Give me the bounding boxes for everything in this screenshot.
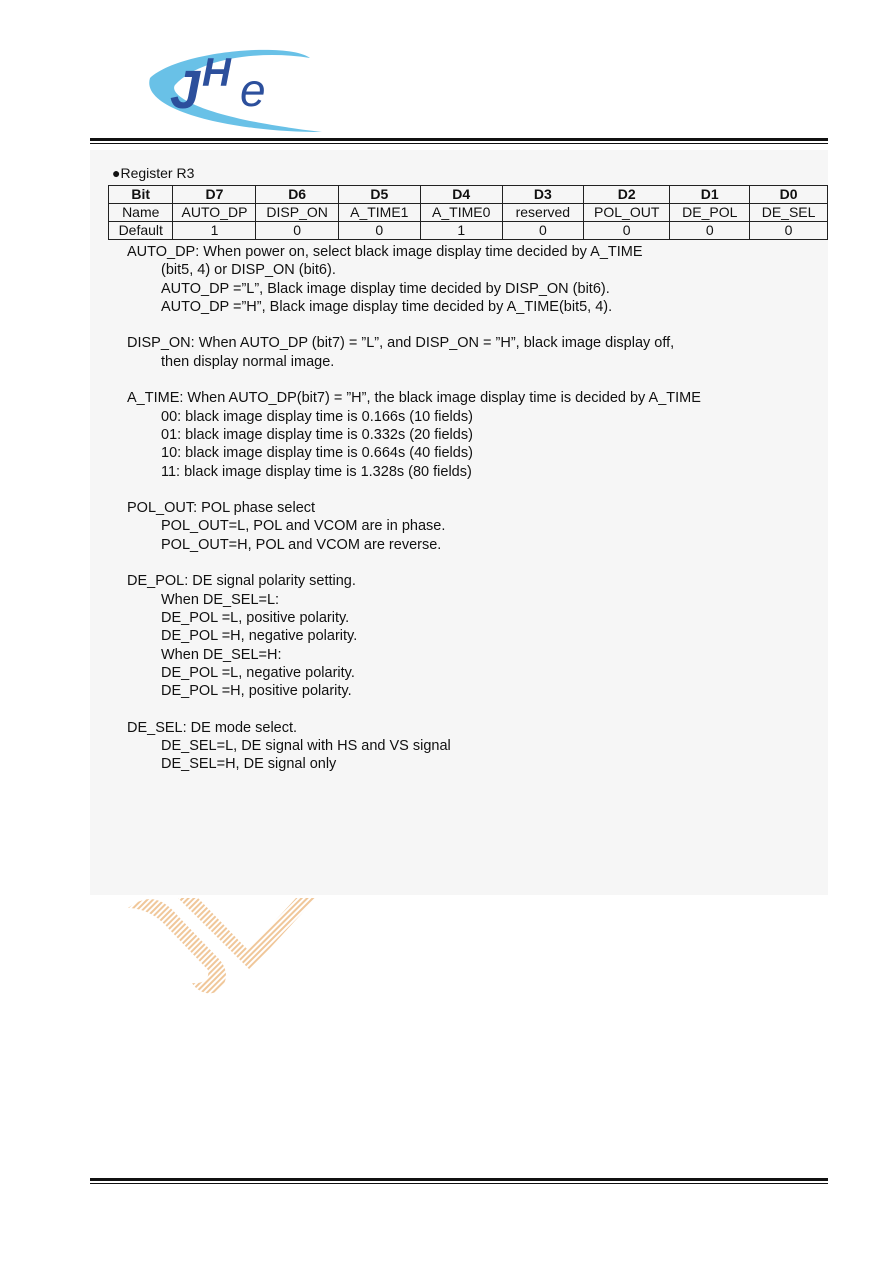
description-line: (bit5, 4) or DISP_ON (bit6). [161, 262, 336, 279]
company-logo [140, 40, 330, 140]
description-line: A_TIME: When AUTO_DP(bit7) = ”H”, the black image display time is decided by A_TIME [127, 390, 701, 407]
description-line: DE_POL =H, positive polarity. [161, 683, 352, 700]
description-line: DE_POL: DE signal polarity setting. [127, 573, 356, 590]
description-line: AUTO_DP =”H”, Black image display time decided by A_TIME(bit5, 4). [161, 298, 613, 315]
table-cell: 0 [584, 222, 670, 240]
description-line: DE_SEL=L, DE signal with HS and VS signal [161, 738, 451, 755]
description-line [127, 481, 817, 499]
svg-text:J: J [170, 60, 201, 120]
description-line [127, 316, 817, 334]
svg-text:H: H [202, 51, 231, 95]
svg-text:e: e [240, 64, 266, 116]
watermark-logo [118, 888, 318, 998]
description-line: When DE_SEL=L: [161, 591, 280, 608]
table-cell: 0 [750, 222, 828, 240]
description-line: POL_OUT=L, POL and VCOM are in phase. [161, 518, 446, 535]
table-cell: DE_SEL [750, 204, 828, 222]
table-cell: POL_OUT [584, 204, 670, 222]
description-line: 01: black image display time is 0.332s (20 fields) [161, 426, 473, 443]
table-cell: D0 [750, 186, 828, 204]
table-row-default [109, 222, 828, 240]
table-cell: A_TIME0 [420, 204, 502, 222]
table-cell: 0 [502, 222, 583, 240]
table-cell: D7 [173, 186, 256, 204]
register-table [108, 185, 828, 240]
table-cell: D2 [584, 186, 670, 204]
table-cell: D1 [670, 186, 750, 204]
description-line: 11: black image display time is 1.328s (80 fields) [161, 463, 472, 480]
description-line: then display normal image. [161, 353, 335, 370]
table-cell: A_TIME1 [338, 204, 420, 222]
table-cell: D6 [256, 186, 338, 204]
description-line: POL_OUT=H, POL and VCOM are reverse. [161, 536, 442, 553]
table-cell: DE_POL [670, 204, 750, 222]
description-line [127, 700, 817, 718]
description-line: DE_POL =L, negative polarity. [161, 664, 355, 681]
description-line: DE_POL =H, negative polarity. [161, 628, 358, 645]
table-cell: Bit [109, 186, 173, 204]
description-line: 10: black image display time is 0.664s (40 fields) [161, 445, 473, 462]
header-rule [90, 138, 828, 144]
description-line [127, 554, 817, 572]
table-cell: Name [109, 204, 173, 222]
description-line: DE_SEL=H, DE signal only [161, 756, 337, 773]
register-title: ●Register R3 [112, 165, 195, 181]
table-cell: 1 [420, 222, 502, 240]
footer-rule [90, 1178, 828, 1184]
table-cell: 0 [338, 222, 420, 240]
table-cell: 0 [670, 222, 750, 240]
table-cell: 1 [173, 222, 256, 240]
description-line: AUTO_DP =”L”, Black image display time decided by DISP_ON (bit6). [161, 280, 610, 297]
table-cell: D5 [338, 186, 420, 204]
table-cell: AUTO_DP [173, 204, 256, 222]
description-line: DE_POL =L, positive polarity. [161, 609, 350, 626]
description-line: When DE_SEL=H: [161, 646, 282, 663]
table-row-name [109, 204, 828, 222]
description-line [127, 371, 817, 389]
description-line: DE_SEL: DE mode select. [127, 719, 298, 736]
table-header-row [109, 186, 828, 204]
table-cell: DISP_ON [256, 204, 338, 222]
description-line: DISP_ON: When AUTO_DP (bit7) = ”L”, and DISP_ON = ”H”, black image display off, [127, 335, 675, 352]
table-cell: D4 [420, 186, 502, 204]
table-cell: D3 [502, 186, 583, 204]
description-line: POL_OUT: POL phase select [127, 500, 316, 517]
table-cell: reserved [502, 204, 583, 222]
table-cell: Default [109, 222, 173, 240]
description-line: 00: black image display time is 0.166s (10 fields) [161, 408, 473, 425]
table-cell: 0 [256, 222, 338, 240]
description-line: AUTO_DP: When power on, select black image display time decided by A_TIME [127, 244, 643, 260]
register-descriptions [127, 243, 817, 774]
